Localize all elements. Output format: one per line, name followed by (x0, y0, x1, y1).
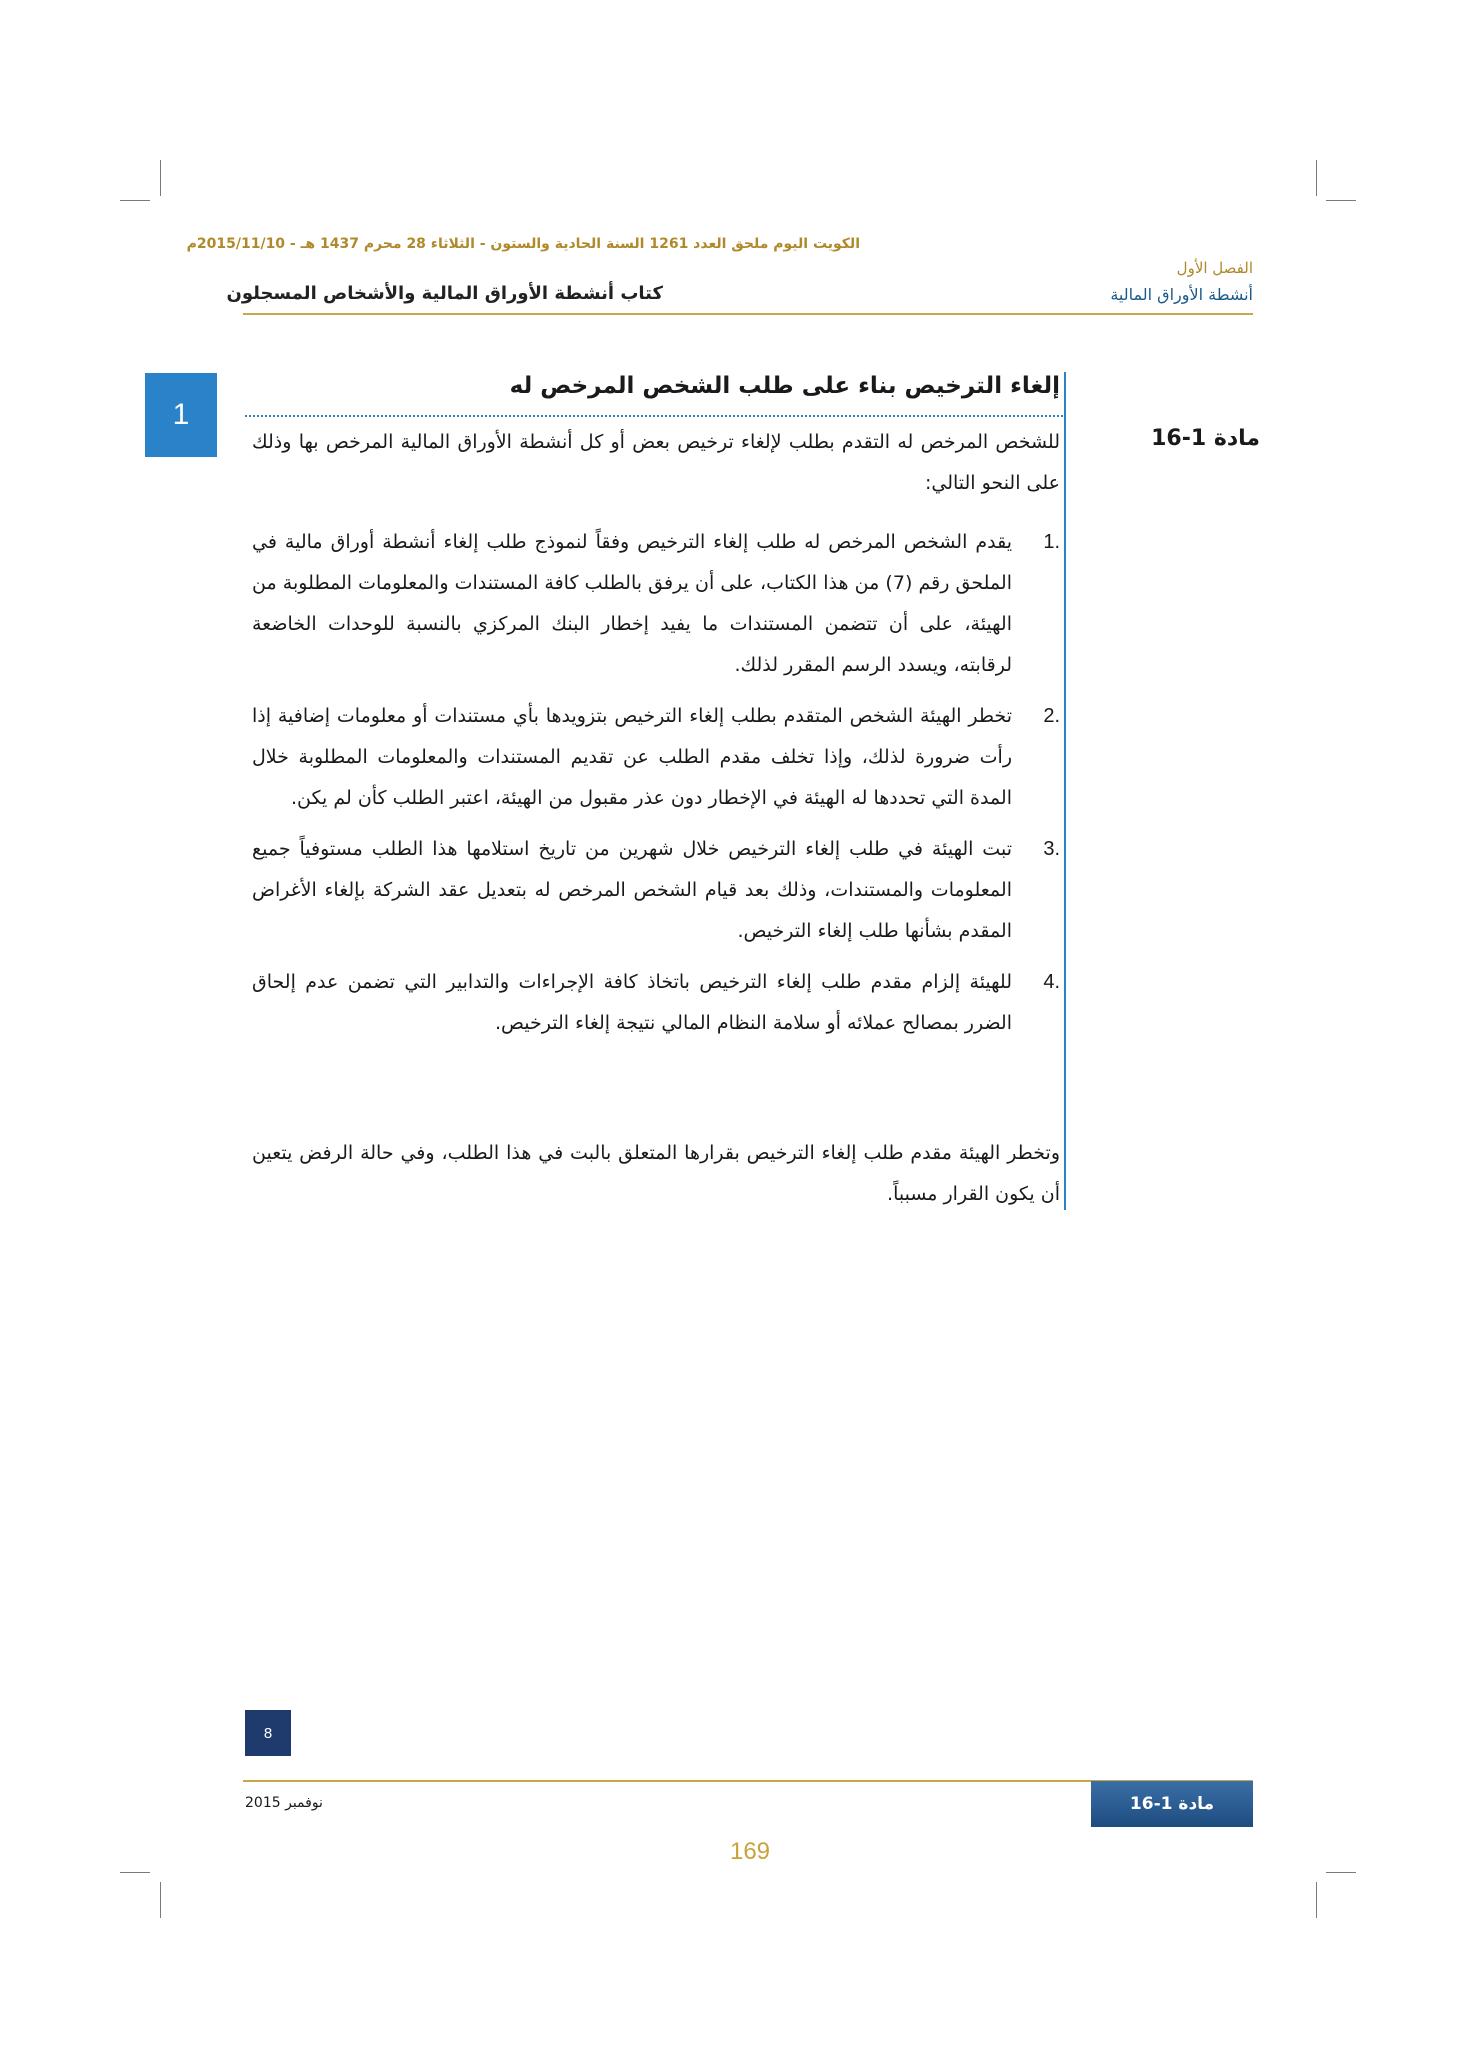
list-item (252, 829, 1060, 952)
crop-mark (1316, 1882, 1317, 1918)
item-text: يقدم الشخص المرخص له طلب إلغاء الترخيص وفقاً لنموذج طلب إلغاء أنشطة أوراق مالية في الملحق رقم (7) من هذا الكتاب، على أن يرفق بالطلب كافة المستندات والمعلومات المطلوبة من الهيئة، على أن تتضمن المستندات ما يفيد إخطار البنك المركزي بالنسبة للوحدات الخاضعة لرقابته، ويسدد الرسم المقرر لذلك. (252, 531, 1012, 676)
article-intro: للشخص المرخص له التقدم بطلب لإلغاء ترخيص بعض أو كل أنشطة الأوراق المالية المرخص بها وذلك على النحو التالي: (252, 431, 1060, 494)
article-closing: وتخطر الهيئة مقدم طلب إلغاء الترخيص بقرارها المتعلق بالبت في هذا الطلب، وفي حالة الرفض يتعين أن يكون القرار مسبباً. (252, 1142, 1060, 1205)
chapter-label: الفصل الأول (1176, 259, 1253, 277)
crop-mark (120, 200, 150, 201)
item-number: .2 (1043, 705, 1060, 727)
crop-mark (160, 160, 161, 196)
book-title: كتاب أنشطة الأوراق المالية والأشخاص المسجلون (226, 283, 663, 304)
item-text: تخطر الهيئة الشخص المتقدم بطلب إلغاء الترخيص بتزويدها بأي مستندات أو معلومات إضافية إذا رأت ضرورة لذلك، وإذا تخلف مقدم الطلب عن تقديم المستندات والمعلومات المطلوبة خلال المدة التي تحددها له الهيئة في الإخطار دون عذر مقبول من الهيئة، اعتبر الطلب كأن لم يكن. (252, 705, 1012, 809)
list-item (252, 962, 1060, 1044)
crop-mark (120, 1872, 150, 1873)
footer-article-tab: مادة 1-16 (1091, 1781, 1253, 1827)
crop-mark (1326, 1872, 1356, 1873)
heading-dotted-rule (245, 415, 1063, 417)
article-items (252, 522, 1060, 1054)
article-vertical-rule (1064, 372, 1066, 1210)
list-item (252, 696, 1060, 819)
page-number-box: 8 (245, 1710, 291, 1756)
item-text: تبت الهيئة في طلب إلغاء الترخيص خلال شهرين من تاريخ استلامها هذا الطلب مستوفياً جميع المعلومات والمستندات، وذلك بعد قيام الشخص المرخص له بتعديل عقد الشركة بإلغاء الأغراض المقدم بشأنها طلب إلغاء الترخيص. (252, 838, 1012, 942)
article-label: مادة 1-16 (1151, 426, 1260, 451)
footer-date: نوفمبر 2015 (245, 1795, 323, 1811)
list-item (252, 522, 1060, 686)
crop-mark (1326, 200, 1356, 201)
article-heading: إلغاء الترخيص بناء على طلب الشخص المرخص له (509, 373, 1060, 399)
gazette-line: الكويت اليوم ملحق العدد 1261 السنة الحادية والستون - الثلاثاء 28 محرم 1437 هـ - 2015/11/10م (186, 236, 860, 252)
crop-mark (160, 1882, 161, 1918)
chapter-subtitle: أنشطة الأوراق المالية (1110, 285, 1253, 304)
item-text: للهيئة إلزام مقدم طلب إلغاء الترخيص باتخاذ كافة الإجراءات والتدابير التي تضمن عدم إلحاق الضرر بمصالح عملائه أو سلامة النظام المالي نتيجة إلغاء الترخيص. (252, 971, 1012, 1034)
item-number: .4 (1043, 971, 1060, 993)
item-number: .3 (1043, 838, 1060, 860)
page-folio: 169 (729, 1838, 771, 1865)
header-divider (243, 313, 1253, 315)
crop-mark (1316, 160, 1317, 196)
chapter-tab-number: 1 (145, 373, 217, 457)
item-number: .1 (1043, 531, 1060, 553)
